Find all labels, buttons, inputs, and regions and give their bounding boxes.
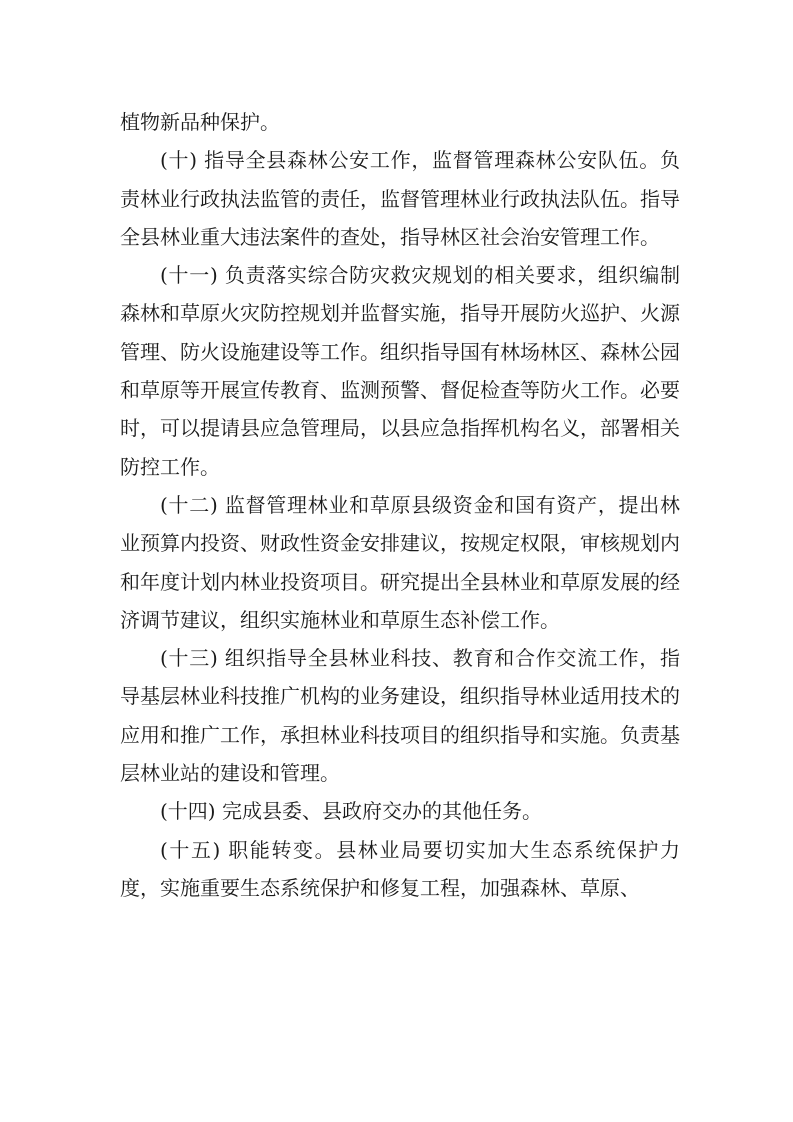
- paragraph-item-14: (十四) 完成县委、县政府交办的其他任务。: [160, 799, 542, 824]
- paragraph-item-10: (十) 指导全县森林公安工作，监督管理森林公安队伍。负责林业行政执法监管的责任，监督管理林业行政执法队伍。指导全县林业重大违法案件的查处，指导林区社会治安管理工作。: [120, 148, 680, 249]
- document-body: [120, 103, 680, 907]
- paragraph-continuation: 植物新品种保护。: [120, 110, 280, 134]
- paragraph-item-11: (十一) 负责落实综合防灾救灾规划的相关要求，组织编制森林和草原火灾防控规划并监督实施，指导开展防火巡护、火源管理、防火设施建设等工作。组织指导国有林场林区、森林公园和草原等开展宣传教育、监测预警、督促检查等防火工作。必要时，可以提请县应急管理局，以县应急指挥机构名义，部署相关防控工作。: [120, 263, 680, 479]
- paragraph-item-13: (十三) 组织指导全县林业科技、教育和合作交流工作，指导基层林业科技推广机构的业务建设，组织指导林业适用技术的应用和推广工作，承担林业科技项目的组织指导和实施。负责基层林业站的建设和管理。: [120, 646, 680, 786]
- paragraph-item-15: (十五) 职能转变。县林业局要切实加大生态系统保护力度，实施重要生态系统保护和修复工程，加强森林、草原、: [120, 837, 680, 900]
- paragraph-item-12: (十二) 监督管理林业和草原县级资金和国有资产，提出林业预算内投资、财政性资金安排建议，按规定权限，审核规划内和年度计划内林业投资项目。研究提出全县林业和草原发展的经济调节建议，组织实施林业和草原生态补偿工作。: [120, 492, 680, 632]
